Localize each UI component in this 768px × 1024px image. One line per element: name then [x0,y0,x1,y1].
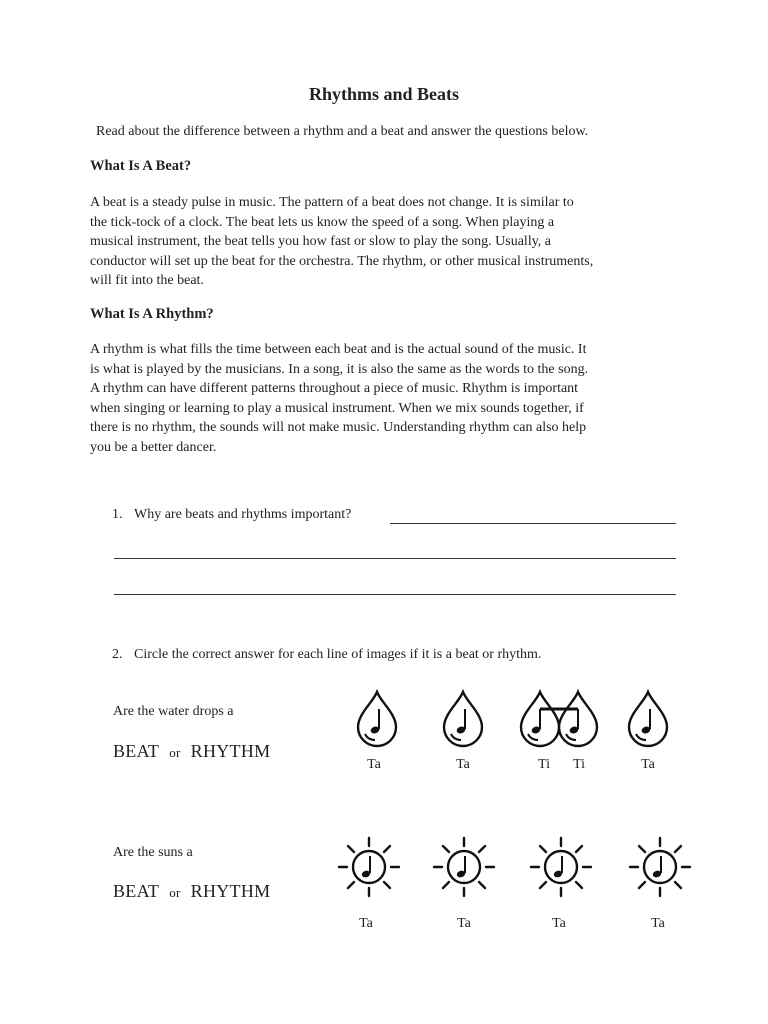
row1-label: Ti [573,757,585,772]
row1-beat-option[interactable]: BEAT [113,741,160,761]
row2-label: Ta [651,916,665,931]
rhythm-line: A rhythm is what fills the time between each beat and is the actual sound of the music. It [90,342,587,357]
beat-line: conductor will set up the beat for the orchestra. The rhythm, or other musical instruments, [90,253,594,269]
beat-line: musical instrument, the beat tells you how fast or slow to play the song. Usually, a [90,234,552,249]
row2-rhythm-option[interactable]: RHYTHM [190,881,271,901]
beat-line: the tick-tock of a clock. The beat lets us know the speed of a song. When playing a [90,214,555,230]
water-drop-note-icon [626,690,670,748]
row2-label: Ta [457,916,471,931]
row2-beat-option[interactable]: BEAT [113,881,160,901]
rhythm-heading: What Is A Rhythm? [90,306,214,322]
beat-heading: What Is A Beat? [90,158,192,174]
row1-prompt: Are the water drops a [113,704,234,719]
water-drop-eighth-notes-icon [518,690,600,748]
sun-note-icon [529,836,593,898]
row2-or: or [169,885,181,900]
rhythm-line: is what is played by the musicians. In a song, it is also the same as the words to the song. [90,361,589,377]
answer-line-2[interactable] [114,558,676,559]
row1-or: or [169,745,181,760]
answer-line-1[interactable] [390,523,676,524]
row1-choice [113,741,270,762]
rhythm-line: there is no rhythm, the sounds will not make music. Understanding rhythm can also help [90,420,587,435]
rhythm-line: A rhythm can have different patterns throughout a piece of music. Rhythm is important [90,381,579,396]
row1-label: Ti [538,757,550,772]
row2-choice [113,881,270,902]
row1-rhythm-option[interactable]: RHYTHM [190,741,271,761]
answer-line-3[interactable] [114,594,676,595]
sun-note-icon [432,836,496,898]
row2-prompt: Are the suns a [113,845,193,860]
beat-line: A beat is a steady pulse in music. The pattern of a beat does not change. It is similar to [90,195,574,210]
sun-note-icon [628,836,692,898]
question-2-number: 2. [112,647,123,662]
intro-text: Read about the difference between a rhythm and a beat and answer the questions below. [96,124,589,139]
question-2 [112,647,541,663]
rhythm-line: you be a better dancer. [90,439,217,455]
page-title: Rhythms and Beats [308,84,460,104]
row2-label: Ta [359,916,373,931]
question-2-text: Circle the correct answer for each line of images if it is a beat or rhythm. [134,647,542,662]
water-drop-note-icon [441,690,485,748]
rhythm-paragraph [90,340,690,457]
question-1-number: 1. [112,507,123,522]
row2-label: Ta [552,916,566,931]
water-drop-note-icon [355,690,399,748]
beat-line: will fit into the beat. [90,273,204,288]
question-1-text: Why are beats and rhythms important? [134,507,352,522]
row1-label: Ta [641,757,655,772]
row1-label: Ta [456,757,470,772]
row1-label: Ta [367,757,381,772]
beat-paragraph [90,193,690,291]
sun-note-icon [337,836,401,898]
question-1 [112,507,351,523]
rhythm-line: when singing or learning to play a musical instrument. When we mix sounds together, if [90,400,584,416]
